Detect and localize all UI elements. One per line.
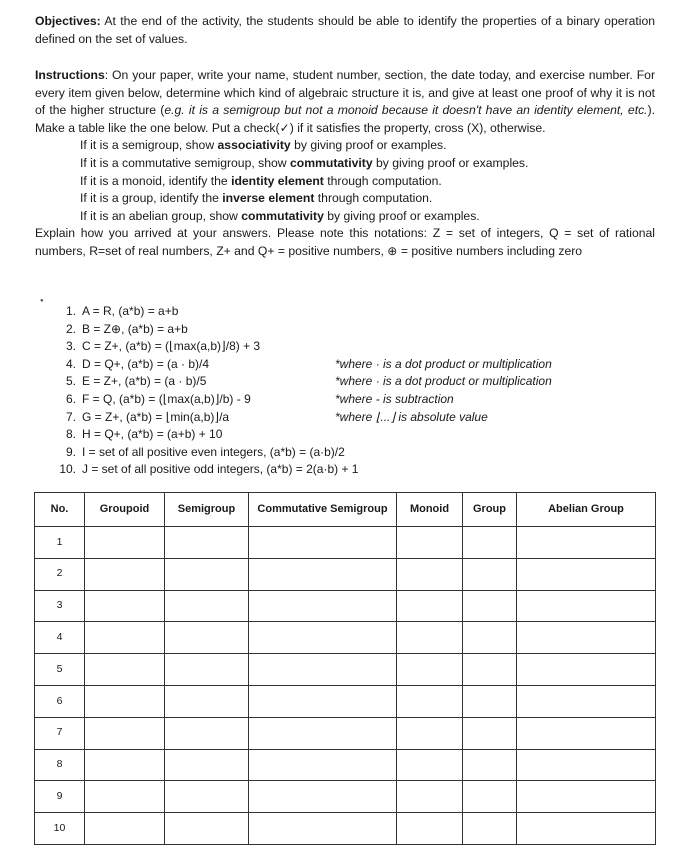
answer-cell [85,685,165,717]
answer-cell [463,590,517,622]
item-note: *where - is subtraction [335,391,454,406]
exercise-item [58,373,618,391]
answer-cell [165,717,249,749]
answer-cell [85,813,165,845]
objectives-text: At the end of the activity, the students should be able to identify the properties of a binary operation defined on the set of values. [35,14,655,46]
table-header-row [35,493,656,527]
row-number: 7 [35,717,85,749]
table-row [35,781,656,813]
instruction-step [35,137,655,155]
table-row [35,654,656,686]
step-text: by giving proof or examples. [323,208,480,223]
item-definition: H = Q+, (a*b) = (a+b) + 10 [82,427,223,442]
item-number: 10. [59,462,76,477]
step-text: If it is a commutative semigroup, show [80,155,290,170]
answer-cell [517,527,656,559]
step-text: If it is a semigroup, show [80,138,218,153]
item-definition: B = Z⊕, (a*b) = a+b [82,321,188,336]
answer-cell [397,527,463,559]
item-definition: J = set of all positive odd integers, (a*b) = 2(a·b) + 1 [82,462,359,477]
item-definition: E = Z+, (a*b) = (a · b)/5 [82,374,207,389]
item-number: 8. [65,427,76,442]
table-row [35,527,656,559]
answer-cell [463,527,517,559]
answer-cell [249,717,397,749]
exercise-item [58,338,618,356]
item-definition: C = Z+, (a*b) = (⌊max(a,b)⌋/8) + 3 [82,339,261,354]
table-row [35,685,656,717]
answer-cell [517,654,656,686]
answer-cell [463,558,517,590]
row-number: 8 [35,749,85,781]
answer-cell [463,654,517,686]
answer-cell [85,527,165,559]
row-number: 9 [35,781,85,813]
column-header: Commutative Semigroup [249,493,397,527]
column-header: Groupoid [85,493,165,527]
step-keyword: commutativity [289,155,373,170]
exercise-item [58,391,618,409]
answer-cell [85,558,165,590]
answer-cell [249,781,397,813]
answer-cell [463,717,517,749]
answer-cell [517,685,656,717]
instructions-text-b: ). Make a table like the one below. Put a check(✓) if it satisfies the property, cross (X), otherwise. [35,103,656,135]
step-text: If it is an abelian group, show [80,208,242,223]
step-text: through computation. [323,173,442,188]
column-header: No. [35,493,85,527]
answer-cell [397,558,463,590]
answer-cell [397,781,463,813]
exercise-list [58,303,618,479]
objectives-section [35,13,655,48]
answer-cell [517,717,656,749]
item-number: 3. [65,339,76,354]
answer-cell [249,813,397,845]
instruction-step [35,190,655,208]
answer-cell [249,685,397,717]
instructions-example: e.g. it is a semigroup but not a monoid because it doesn't have an identity element, etc. [164,103,648,118]
row-number: 3 [35,590,85,622]
table-row [35,590,656,622]
table-row [35,717,656,749]
bullet-mark: ● [40,298,44,304]
item-number: 2. [65,321,76,336]
answer-cell [397,622,463,654]
answer-cell [397,685,463,717]
answer-cell [165,654,249,686]
exercise-item [58,426,618,444]
item-note: *where ⌊...⌋ is absolute value [335,409,488,424]
exercise-item [58,409,618,427]
step-text: through computation. [314,191,433,206]
table-row [35,558,656,590]
table-body [35,527,656,845]
item-number: 4. [65,356,76,371]
answer-cell [249,749,397,781]
item-number: 1. [65,304,76,318]
answer-cell [517,813,656,845]
column-header: Abelian Group [517,493,656,527]
answer-cell [463,622,517,654]
answer-cell [165,749,249,781]
answer-cell [397,749,463,781]
answer-cell [249,558,397,590]
item-definition: F = Q, (a*b) = (⌊max(a,b)⌋/b) - 9 [82,391,251,406]
column-header: Monoid [397,493,463,527]
answer-cell [397,717,463,749]
step-keyword: commutativity [241,208,324,223]
answer-cell [249,654,397,686]
item-note: *where · is a dot product or multiplication [335,374,552,389]
exercise-item [58,461,618,479]
answer-cell [397,590,463,622]
objectives-label: Objectives: [35,14,101,28]
answer-cell [85,654,165,686]
answer-cell [85,781,165,813]
row-number: 4 [35,622,85,654]
item-definition: A = R, (a*b) = a+b [82,304,179,318]
column-header: Group [463,493,517,527]
answer-cell [517,622,656,654]
answer-cell [517,558,656,590]
row-number: 6 [35,685,85,717]
answer-cell [517,781,656,813]
answer-cell [517,749,656,781]
item-note: *where · is a dot product or multiplication [335,356,552,371]
exercise-item [58,356,618,374]
answer-cell [397,654,463,686]
answer-cell [249,622,397,654]
notation-text: Explain how you arrived at your answers. Please note this notations: Z = set of integers, Q = set of rational numbers, R=set of real numbers, Z+ and Q+ = positive numbers, ⊕ = positive numbers including zero [35,226,655,258]
instruction-step [35,155,655,173]
step-text: If it is a monoid, identify the [80,173,232,188]
step-text: by giving proof or examples. [290,138,447,153]
answer-cell [249,590,397,622]
answer-cell [85,590,165,622]
instructions-section [35,67,655,261]
row-number: 5 [35,654,85,686]
item-definition: G = Z+, (a*b) = ⌊min(a,b)⌋/a [82,409,230,424]
answer-cell [517,590,656,622]
table-row [35,813,656,845]
step-text: by giving proof or examples. [372,155,529,170]
table-row [35,749,656,781]
answer-cell [397,813,463,845]
answer-cell [463,749,517,781]
row-number: 10 [35,813,85,845]
row-number: 1 [35,527,85,559]
item-definition: I = set of all positive even integers, (a*b) = (a·b)/2 [82,444,345,459]
instruction-step [35,173,655,191]
instruction-step [35,208,655,226]
item-number: 7. [65,409,76,424]
answer-cell [165,558,249,590]
step-keyword: identity element [231,173,324,188]
instruction-steps [35,137,655,225]
answer-cell [165,781,249,813]
column-header: Semigroup [165,493,249,527]
answer-table [34,492,656,845]
answer-cell [463,781,517,813]
answer-cell [249,527,397,559]
answer-cell [165,590,249,622]
answer-cell [165,685,249,717]
item-number: 9. [65,444,76,459]
answer-cell [165,527,249,559]
row-number: 2 [35,558,85,590]
table-row [35,622,656,654]
answer-cell [85,622,165,654]
instructions-text-a: : On your paper, write your name, student number, section, the date today, and exercise number. For every item given below, determine which kind of algebraic structure it is, and give at least one proof of why it is not of the higher structure ( [35,68,655,118]
step-keyword: inverse element [222,191,315,206]
answer-cell [463,813,517,845]
answer-cell [85,717,165,749]
item-number: 6. [65,391,76,406]
step-text: If it is a group, identify the [80,191,223,206]
answer-cell [165,813,249,845]
item-definition: D = Q+, (a*b) = (a · b)/4 [82,356,210,371]
item-number: 5. [65,374,76,389]
instructions-label: Instructions [35,68,105,82]
answer-cell [463,685,517,717]
step-keyword: associativity [217,138,291,153]
exercise-item [58,444,618,462]
exercise-item [58,303,618,321]
answer-cell [165,622,249,654]
answer-cell [85,749,165,781]
exercise-item [58,321,618,339]
